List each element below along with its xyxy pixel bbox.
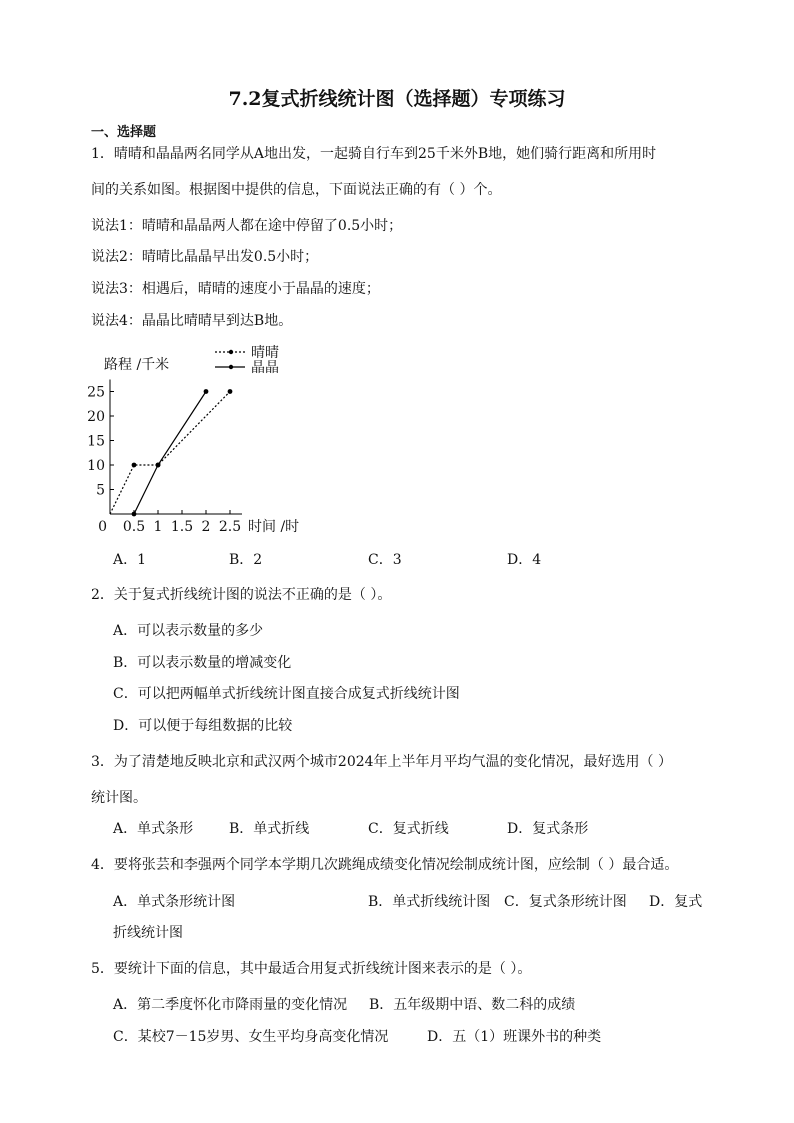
series-2-point (132, 512, 137, 517)
q3-option-a: A．单式条形 (113, 821, 194, 837)
legend-label-1: 晴晴 (251, 345, 279, 361)
q4-option-a: A．单式条形统计图 (113, 894, 236, 910)
section-heading: 一、选择题 (91, 125, 157, 140)
q2-option-a: A．可以表示数量的多少 (113, 623, 264, 639)
q4-stem: 4．要将张芸和李强两个同学本学期几次跳绳成绩变化情况绘制成统计图，应绘制（ ）最合适。 (91, 857, 679, 873)
q5-option-a: A．第二季度怀化市降雨量的变化情况 (113, 997, 348, 1013)
legend-marker-2 (229, 365, 233, 369)
q1-stem-line1: 1．晴晴和晶晶两名同学从A地出发，一起骑自行车到25千米外B地，她们骑行距离和所用时 (91, 146, 657, 162)
x-axis-label: 时间 /时 (248, 519, 300, 535)
q3-option-b: B．单式折线 (229, 821, 310, 837)
legend-label-2: 晶晶 (251, 360, 279, 376)
page-title: 7.2复式折线统计图（选择题）专项练习 (228, 88, 566, 110)
q1-statement-3: 说法3：相遇后，晴晴的速度小于晶晶的速度； (91, 281, 380, 297)
q2-option-c: C．可以把两幅单式折线统计图直接合成复式折线统计图 (113, 686, 460, 702)
q5-option-d: D．五（1）班课外书的种类 (427, 1029, 602, 1045)
q5-option-c: C．某校7－15岁男、女生平均身高变化情况 (113, 1029, 389, 1045)
q1-option-d: D．4 (507, 552, 542, 568)
series-line-1 (110, 392, 230, 515)
series-1-point (228, 389, 233, 394)
x-tick-label: 1 (153, 519, 163, 535)
x-tick-label: 0.5 (122, 519, 146, 535)
x-tick-label: 2.5 (218, 519, 242, 535)
q5-stem: 5．要统计下面的信息，其中最适合用复式折线统计图来表示的是（ ）。 (91, 961, 532, 977)
q1-statement-2: 说法2：晴晴比晶晶早出发0.5小时； (91, 249, 319, 265)
q2-option-b: B．可以表示数量的增减变化 (113, 655, 292, 671)
q1-option-b: B．2 (229, 552, 263, 568)
q1-stem-line2: 间的关系如图。根据图中提供的信息，下面说法正确的有（ ）个。 (91, 182, 502, 198)
q2-stem: 2．关于复式折线统计图的说法不正确的是（ ）。 (91, 587, 392, 603)
x-tick-label: 0 (98, 519, 107, 535)
q1-statement-4: 说法4：晶晶比晴晴早到达B地。 (91, 313, 293, 329)
q1-option-a: A．1 (113, 552, 147, 568)
q3-stem-line1: 3．为了清楚地反映北京和武汉两个城市2024年上半年月平均气温的变化情况，最好选用（ ） (91, 754, 672, 770)
q3-stem-line2: 统计图。 (91, 790, 147, 806)
x-tick-label: 2 (201, 519, 211, 535)
q3-option-c: C．复式折线 (368, 821, 449, 837)
y-tick-label: 10 (87, 458, 105, 474)
y-tick-label: 5 (96, 482, 105, 499)
series-line-2 (134, 392, 206, 515)
series-1-point (132, 463, 137, 468)
q4-option-d: D．复式 (649, 894, 703, 910)
y-tick-label: 15 (87, 433, 105, 450)
x-tick-label: 1.5 (170, 519, 194, 535)
legend-marker-1 (229, 350, 233, 354)
q4-option-d-continued: 折线统计图 (113, 925, 183, 941)
q4-option-b: B．单式折线统计图 (368, 894, 491, 910)
y-axis-label: 路程 /千米 (104, 357, 170, 373)
q3-option-d: D．复式条形 (507, 821, 589, 837)
q1-option-c: C．3 (368, 552, 402, 568)
q2-option-d: D．可以便于每组数据的比较 (113, 718, 293, 734)
q4-option-c: C．复式条形统计图 (504, 894, 627, 910)
q1-statement-1: 说法1：晴晴和晶晶两人都在途中停留了0.5小时； (91, 218, 403, 234)
y-tick-label: 25 (87, 384, 105, 401)
q1-line-chart (85, 336, 325, 541)
q5-option-b: B．五年级期中语、数二科的成绩 (369, 997, 576, 1013)
series-2-point (156, 463, 161, 468)
y-tick-label: 20 (87, 409, 105, 425)
series-2-point (204, 389, 209, 394)
